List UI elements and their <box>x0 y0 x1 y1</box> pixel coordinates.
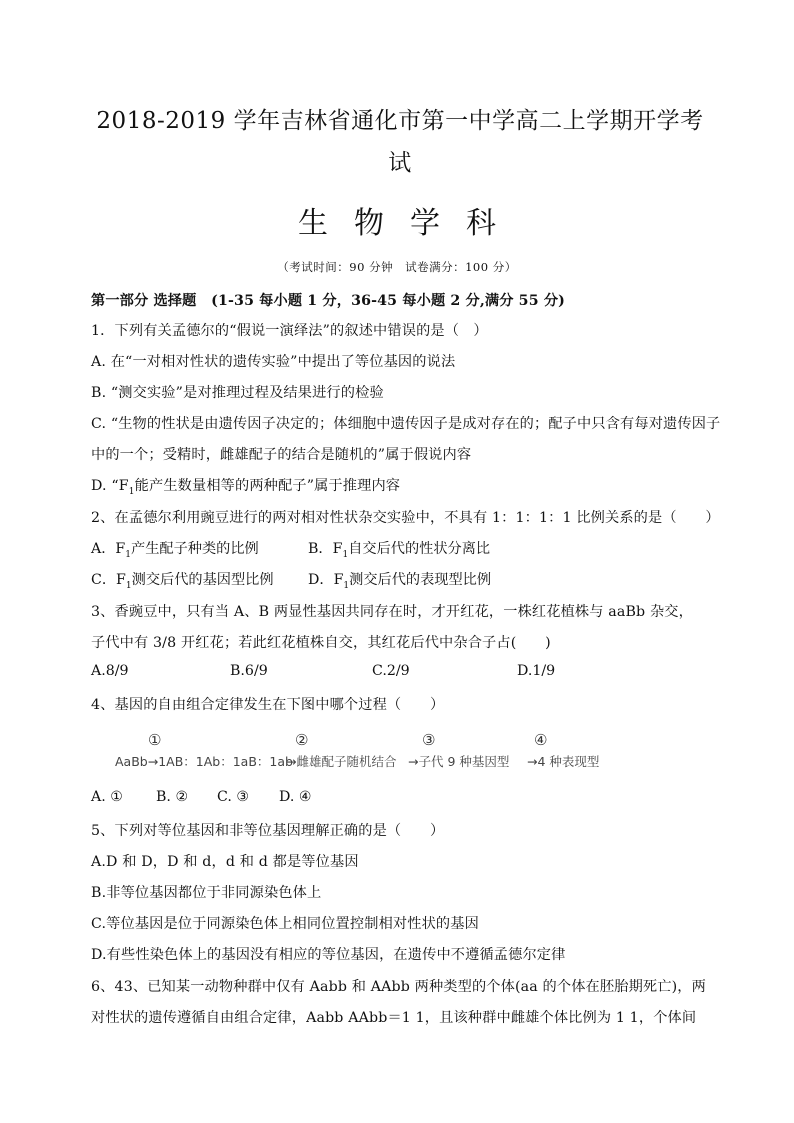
q1-option-c-continued: 中的一个；受精时，雌雄配子的结合是随机的”属于假说内容 <box>91 447 472 463</box>
q3-stem: 3、香豌豆中，只有当 A、B 两显性基因共同存在时，才开红花，一株红花植株与 aaBb 杂交， <box>91 604 693 620</box>
q3-option-b: B.6/9 <box>230 663 268 679</box>
q6-stem-continued: 对性状的遗传遵循自由组合定律，Aabb AAbb＝1 1，且该种群中雌雄个体比例为 1 1，个体间 <box>91 1010 697 1026</box>
q2-option-b <box>308 538 490 560</box>
process-diagram <box>110 730 630 774</box>
q5-option-b: B.非等位基因都位于非同源染色体上 <box>91 885 322 901</box>
q4-stem: 4、基因的自由组合定律发生在下图中哪个过程（ ） <box>91 697 445 713</box>
q5-option-d: D.有些性染色体上的基因没有相应的等位基因，在遗传中不遵循孟德尔定律 <box>91 947 566 963</box>
q2-d-text: 测交后代的表现型比例 <box>349 572 492 588</box>
q4-option-b: B. ② <box>156 789 189 805</box>
q5-option-c: C.等位基因是位于同源染色体上相同位置控制相对性状的基因 <box>91 916 479 932</box>
q5-stem: 5、下列对等位基因和非等位基因理解正确的是（ ） <box>91 823 445 839</box>
figure-segment-2: →雌雄配子随机结合 <box>286 754 397 769</box>
marker-3: ③ <box>422 731 436 749</box>
q6-stem: 6、43、已知某一动物种群中仅有 Aabb 和 AAbb 两种类型的个体(aa 的个体在胚胎期死亡)，两 <box>91 979 706 995</box>
q5-option-a: A.D 和 D，D 和 d，d 和 d 都是等位基因 <box>91 854 359 870</box>
subject-heading: 生物学科 <box>298 206 522 241</box>
q2-option-a <box>91 538 259 560</box>
section-scoring: (1-35 每小题 1 分，36-45 每小题 2 分,满分 55 分) <box>211 293 566 309</box>
q3-option-a: A.8/9 <box>91 663 129 679</box>
q2-b-subscript: 1 <box>342 549 349 560</box>
q3-option-d: D.1/9 <box>517 663 556 679</box>
section-name: 第一部分 选择题 <box>91 293 197 309</box>
q4-option-a: A. ① <box>91 789 123 805</box>
figure-segment-4: →4 种表现型 <box>527 754 600 769</box>
q2-option-d <box>308 569 491 591</box>
q2-c-prefix: C．F <box>91 572 126 588</box>
q2-c-subscript: 1 <box>125 580 132 591</box>
marker-2: ② <box>295 731 309 749</box>
q2-b-text: 自交后代的性状分离比 <box>348 541 491 557</box>
figure-segment-3: →子代 9 种基因型 <box>408 754 510 769</box>
q4-process-figure <box>110 730 630 774</box>
q1-d-subscript: 1 <box>128 486 135 497</box>
q1-option-b: B. “测交实验”是对推理过程及结果进行的检验 <box>91 385 384 401</box>
exam-title-continued: 试 <box>388 150 412 176</box>
q1-option-d <box>91 475 400 497</box>
exam-title: 2018-2019 学年吉林省通化市第一中学高二上学期开学考 <box>96 108 704 134</box>
q2-a-prefix: A．F <box>91 541 126 557</box>
q3-stem-continued: 子代中有 3/8 开红花；若此红花植株自交，其红花后代中杂合子占( ) <box>91 635 551 651</box>
q2-d-subscript: 1 <box>343 580 350 591</box>
q4-option-c: C. ③ <box>217 789 250 805</box>
marker-1: ① <box>148 731 162 749</box>
q1-option-a: A. 在“一对相对性状的遗传实验”中提出了等位基因的说法 <box>91 354 456 370</box>
q2-option-c <box>91 569 274 591</box>
q1-option-c: C. “生物的性状是由遗传因子决定的；体细胞中遗传因子是成对存在的；配子中只含有每对遗传因子 <box>91 416 721 432</box>
q3-option-c: C.2/9 <box>372 663 410 679</box>
q1-d-text: 能产生数量相等的两种配子”属于推理内容 <box>134 478 401 494</box>
figure-segment-1: AaBb→1AB：1Ab：1aB：1ab <box>115 754 293 769</box>
q2-d-prefix: D．F <box>308 572 344 588</box>
q4-option-d: D. ④ <box>279 789 312 805</box>
q1-d-prefix: D. “F <box>91 478 129 494</box>
q2-stem: 2、在孟德尔利用豌豆进行的两对相对性状杂交实验中，不具有 1：1：1：1 比例关系的是（ ） <box>91 510 720 526</box>
section-heading <box>91 290 565 310</box>
q2-a-text: 产生配子种类的比例 <box>131 541 259 557</box>
exam-info: （考试时间：90 分钟 试卷满分：100 分） <box>277 260 517 274</box>
q2-c-text: 测交后代的基因型比例 <box>131 572 274 588</box>
q2-a-subscript: 1 <box>125 549 132 560</box>
marker-4: ④ <box>534 731 548 749</box>
q1-stem: 1．下列有关孟德尔的“假说一演绎法”的叙述中错误的是（ ） <box>91 323 488 339</box>
q2-b-prefix: B．F <box>308 541 343 557</box>
